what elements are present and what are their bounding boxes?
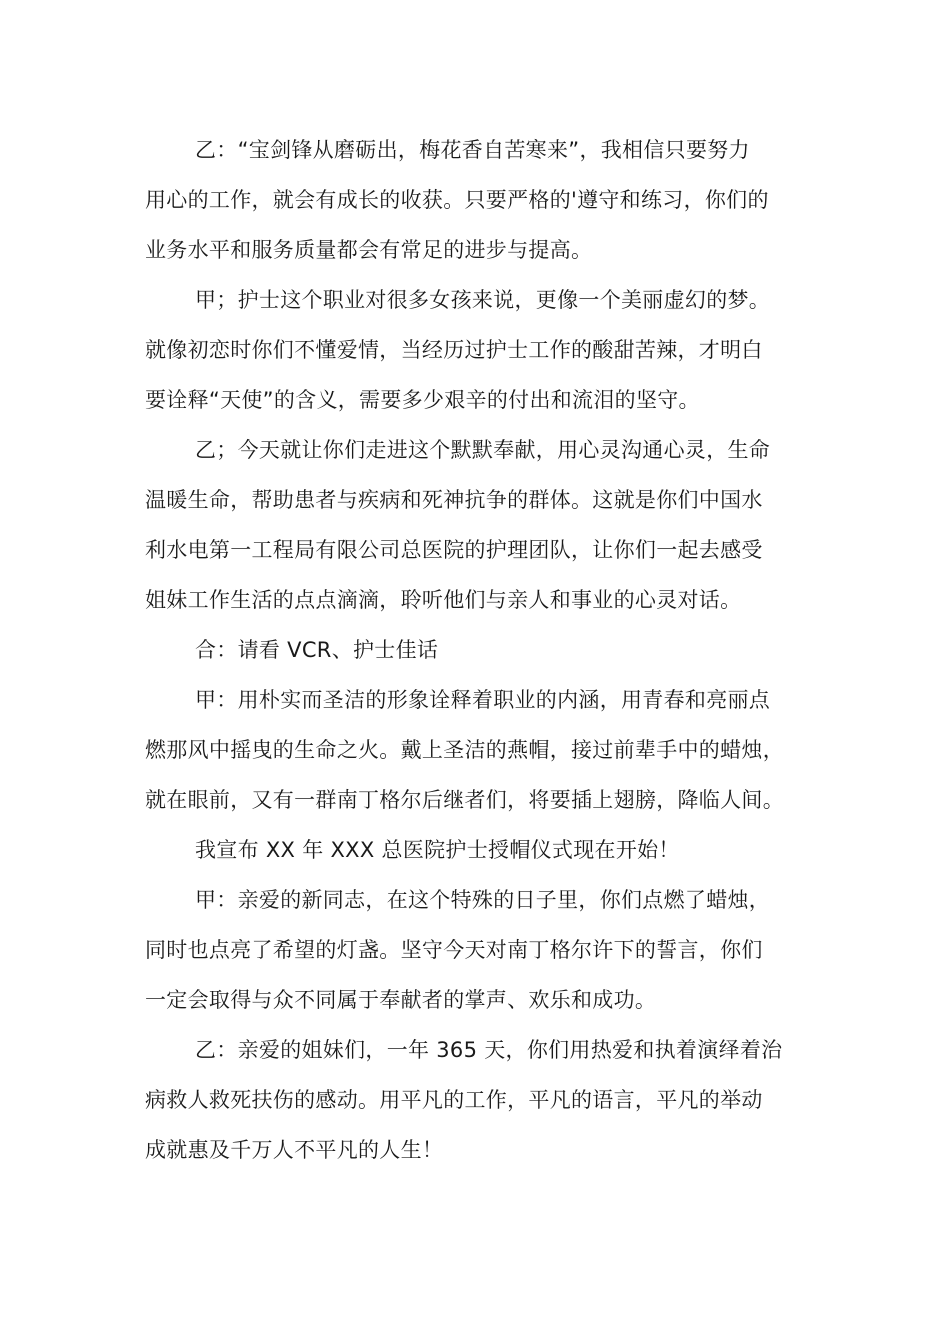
text-line: 我宣布 XX 年 XXX 总医院护士授帽仪式现在开始！	[195, 838, 680, 862]
text-line: 乙：“宝剑锋从磨砺出，梅花香自苦寒来”，我相信只要努力	[195, 138, 750, 162]
paragraph	[145, 625, 810, 675]
paragraph	[145, 825, 810, 875]
text-line: 就在眼前，又有一群南丁格尔后继者们，将要插上翅膀，降临人间。	[145, 788, 784, 812]
paragraph	[145, 275, 810, 425]
text-line: 成就惠及千万人不平凡的人生！	[145, 1138, 444, 1162]
text-line: 乙：亲爱的姐妹们，一年 365 天，你们用热爱和执着演绎着治	[195, 1038, 783, 1062]
paragraph	[145, 675, 810, 825]
paragraph	[145, 425, 810, 625]
text-line: 甲：亲爱的新同志，在这个特殊的日子里，你们点燃了蜡烛，	[195, 888, 771, 912]
text-line: 用心的工作，就会有成长的收获。只要严格的'遵守和练习，你们的	[145, 188, 769, 212]
text-line: 乙；今天就让你们走进这个默默奉献，用心灵沟通心灵，生命	[195, 438, 771, 462]
text-line: 温暖生命，帮助患者与疾病和死神抗争的群体。这就是你们中国水	[145, 488, 763, 512]
text-line: 就像初恋时你们不懂爱情，当经历过护士工作的酸甜苦辣，才明白	[145, 338, 763, 362]
paragraph	[145, 125, 810, 275]
text-line: 利水电第一工程局有限公司总医院的护理团队，让你们一起去感受	[145, 538, 763, 562]
text-line: 同时也点亮了希望的灯盏。坚守今天对南丁格尔许下的誓言，你们	[145, 938, 763, 962]
text-line: 合：请看 VCR、护士佳话	[195, 638, 439, 662]
text-line: 燃那风中摇曳的生命之火。戴上圣洁的燕帽，接过前辈手中的蜡烛，	[145, 738, 784, 762]
text-line: 一定会取得与众不同属于奉献者的掌声、欢乐和成功。	[145, 988, 657, 1012]
paragraph	[145, 1025, 810, 1175]
text-line: 姐妹工作生活的点点滴滴，聆听他们与亲人和事业的心灵对话。	[145, 588, 742, 612]
text-line: 甲：用朴实而圣洁的形象诠释着职业的内涵，用青春和亮丽点	[195, 688, 771, 712]
text-line: 病救人救死扶伤的感动。用平凡的工作，平凡的语言，平凡的举动	[145, 1088, 763, 1112]
text-line: 要诠释“天使”的含义，需要多少艰辛的付出和流泪的坚守。	[145, 388, 700, 412]
text-line: 业务水平和服务质量都会有常足的进步与提高。	[145, 238, 593, 262]
text-line: 甲；护士这个职业对很多女孩来说，更像一个美丽虚幻的梦。	[195, 288, 771, 312]
document-body	[145, 125, 810, 1175]
paragraph	[145, 875, 810, 1025]
